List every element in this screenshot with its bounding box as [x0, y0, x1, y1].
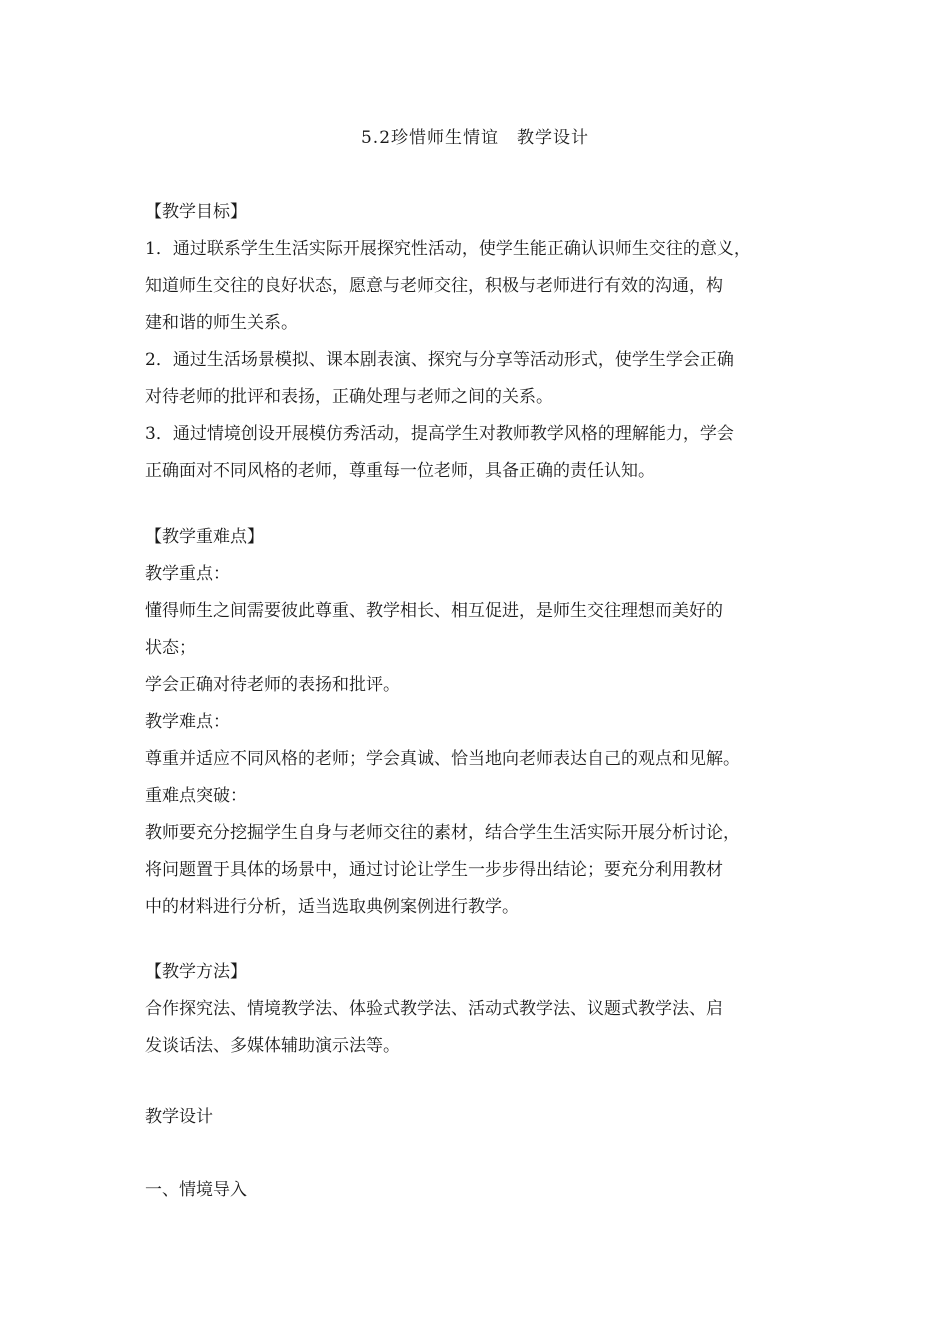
paragraph-line: 教学难点：	[145, 712, 230, 732]
methods-section	[145, 954, 815, 1065]
paragraph-line: 正确面对不同风格的老师，尊重每一位老师，具备正确的责任认知。	[145, 461, 655, 481]
document-title: 5.2珍惜师生情谊 教学设计	[360, 128, 590, 148]
paragraph-line: 中的材料进行分析，适当选取典例案例进行教学。	[145, 897, 519, 917]
design-heading: 教学设计	[145, 1107, 213, 1127]
paragraph-line: 3．通过情境创设开展模仿秀活动，提高学生对教师教学风格的理解能力，学会	[145, 424, 734, 444]
paragraph-line: 合作探究法、情境教学法、体验式教学法、活动式教学法、议题式教学法、启	[145, 999, 723, 1019]
paragraph-line: 尊重并适应不同风格的老师；学会真诚、恰当地向老师表达自己的观点和见解。	[145, 749, 740, 769]
section-heading: 【教学方法】	[145, 962, 247, 982]
key-points-section	[145, 519, 815, 926]
paragraph-line: 建和谐的师生关系。	[145, 313, 298, 333]
paragraph-line: 学会正确对待老师的表扬和批评。	[145, 675, 400, 695]
objectives-section	[145, 194, 815, 490]
paragraph-line: 重难点突破：	[145, 786, 247, 806]
paragraph-line: 教学重点：	[145, 564, 230, 584]
paragraph-line: 对待老师的批评和表扬，正确处理与老师之间的关系。	[145, 387, 553, 407]
paragraph-line: 懂得师生之间需要彼此尊重、教学相长、相互促进，是师生交往理想而美好的	[145, 601, 723, 621]
paragraph-line: 2．通过生活场景模拟、课本剧表演、探究与分享等活动形式，使学生学会正确	[145, 350, 734, 370]
section-heading: 【教学重难点】	[145, 527, 264, 547]
section-heading: 【教学目标】	[145, 202, 247, 222]
paragraph-line: 发谈话法、多媒体辅助演示法等。	[145, 1036, 400, 1056]
paragraph-line: 将问题置于具体的场景中，通过讨论让学生一步步得出结论；要充分利用教材	[145, 860, 723, 880]
paragraph-line: 1．通过联系学生生活实际开展探究性活动，使学生能正确认识师生交往的意义，	[145, 239, 751, 259]
section-one-heading: 一、情境导入	[145, 1180, 247, 1200]
paragraph-line: 教师要充分挖掘学生自身与老师交往的素材，结合学生生活实际开展分析讨论，	[145, 823, 740, 843]
paragraph-line: 状态；	[145, 638, 196, 658]
paragraph-line: 知道师生交往的良好状态，愿意与老师交往，积极与老师进行有效的沟通，构	[145, 276, 723, 296]
